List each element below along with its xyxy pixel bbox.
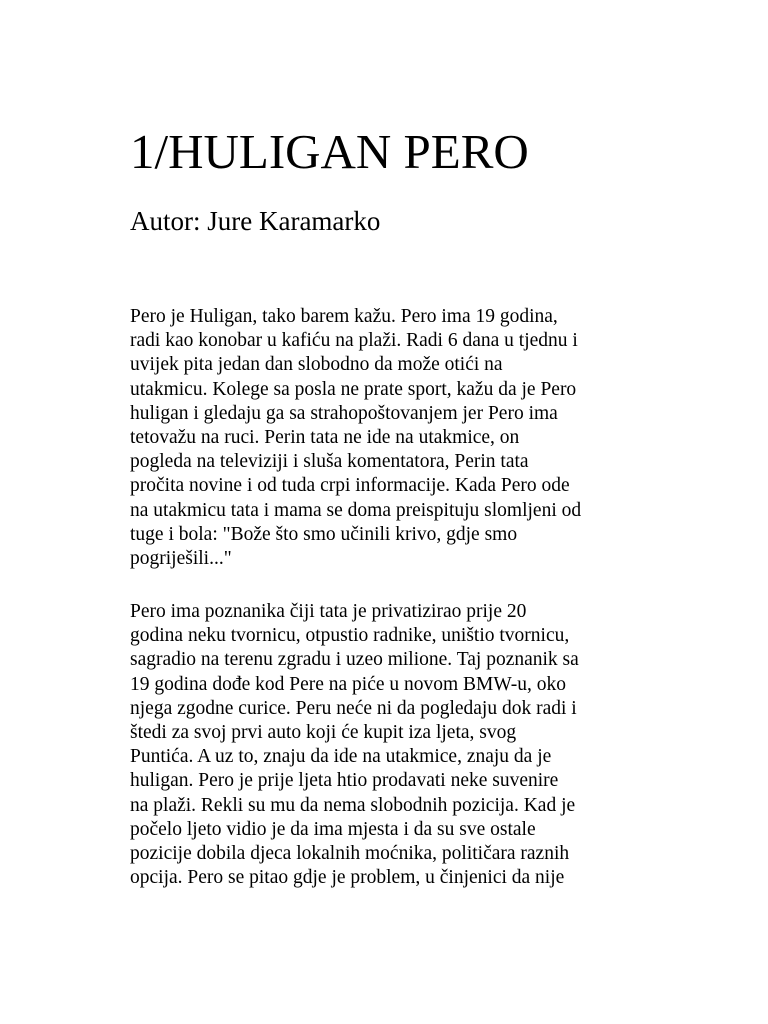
paragraph-line: tuge i bola: "Bože što smo učinili krivo, gdje smo <box>130 523 518 545</box>
paragraph-line: Puntića. A uz to, znaju da ide na utakmice, znaju da je <box>130 746 552 768</box>
paragraph-line: pozicije dobila djeca lokalnih moćnika, političara raznih <box>130 843 570 865</box>
paragraph-line: Pero ima poznanika čiji tata je privatizirao prije 20 <box>130 601 527 622</box>
paragraph-line: na plaži. Rekli su mu da nema slobodnih pozicija. Kad je <box>130 794 576 816</box>
paragraph-line: opcija. Pero se pitao gdje je problem, u činjenici da nije <box>130 867 565 889</box>
document-title: 1/HULIGAN PERO <box>130 124 529 179</box>
paragraph-2 <box>130 600 650 890</box>
paragraph-line: tetovažu na ruci. Perin tata ne ide na utakmice, on <box>130 427 520 449</box>
paragraph-line: uvijek pita jedan dan slobodno da može otići na <box>130 354 503 376</box>
paragraph-line: štedi za svoj prvi auto koji će kupit iza ljeta, svog <box>130 722 517 744</box>
paragraph-line: radi kao konobar u kafiću na plaži. Radi 6 dana u tjednu i <box>130 330 578 352</box>
paragraph-line: na utakmicu tata i mama se doma preispituju slomljeni od <box>130 499 582 521</box>
document-author: Autor: Jure Karamarko <box>130 206 381 236</box>
paragraph-line: huligan i gledaju ga sa strahopoštovanjem jer Pero ima <box>130 402 558 424</box>
paragraph-line: pročita novine i od tuda crpi informacije. Kada Pero ode <box>130 475 570 497</box>
paragraph-line: njega zgodne curice. Peru neće ni da pogledaju dok radi i <box>130 697 577 719</box>
paragraph-line: utakmicu. Kolege sa posla ne prate sport, kažu da je Pero <box>130 378 577 400</box>
paragraph-line: Pero je Huligan, tako barem kažu. Pero ima 19 godina, <box>130 306 558 327</box>
paragraph-line: 19 godina dođe kod Pere na piće u novom BMW-u, oko <box>130 673 566 695</box>
paragraph-1 <box>130 305 650 571</box>
paragraph-line: sagradio na terenu zgradu i uzeo milione. Taj poznanik sa <box>130 649 579 671</box>
paragraph-line: počelo ljeto vidio je da ima mjesta i da su sve ostale <box>130 818 536 840</box>
paragraph-line: godina neku tvornicu, otpustio radnike, uništio tvornicu, <box>130 625 570 647</box>
paragraph-line: huligan. Pero je prije ljeta htio prodavati neke suvenire <box>130 770 559 792</box>
paragraph-line: pogleda na televiziji i sluša komentatora, Perin tata <box>130 451 529 473</box>
paragraph-line: pogriješili..." <box>130 548 232 570</box>
